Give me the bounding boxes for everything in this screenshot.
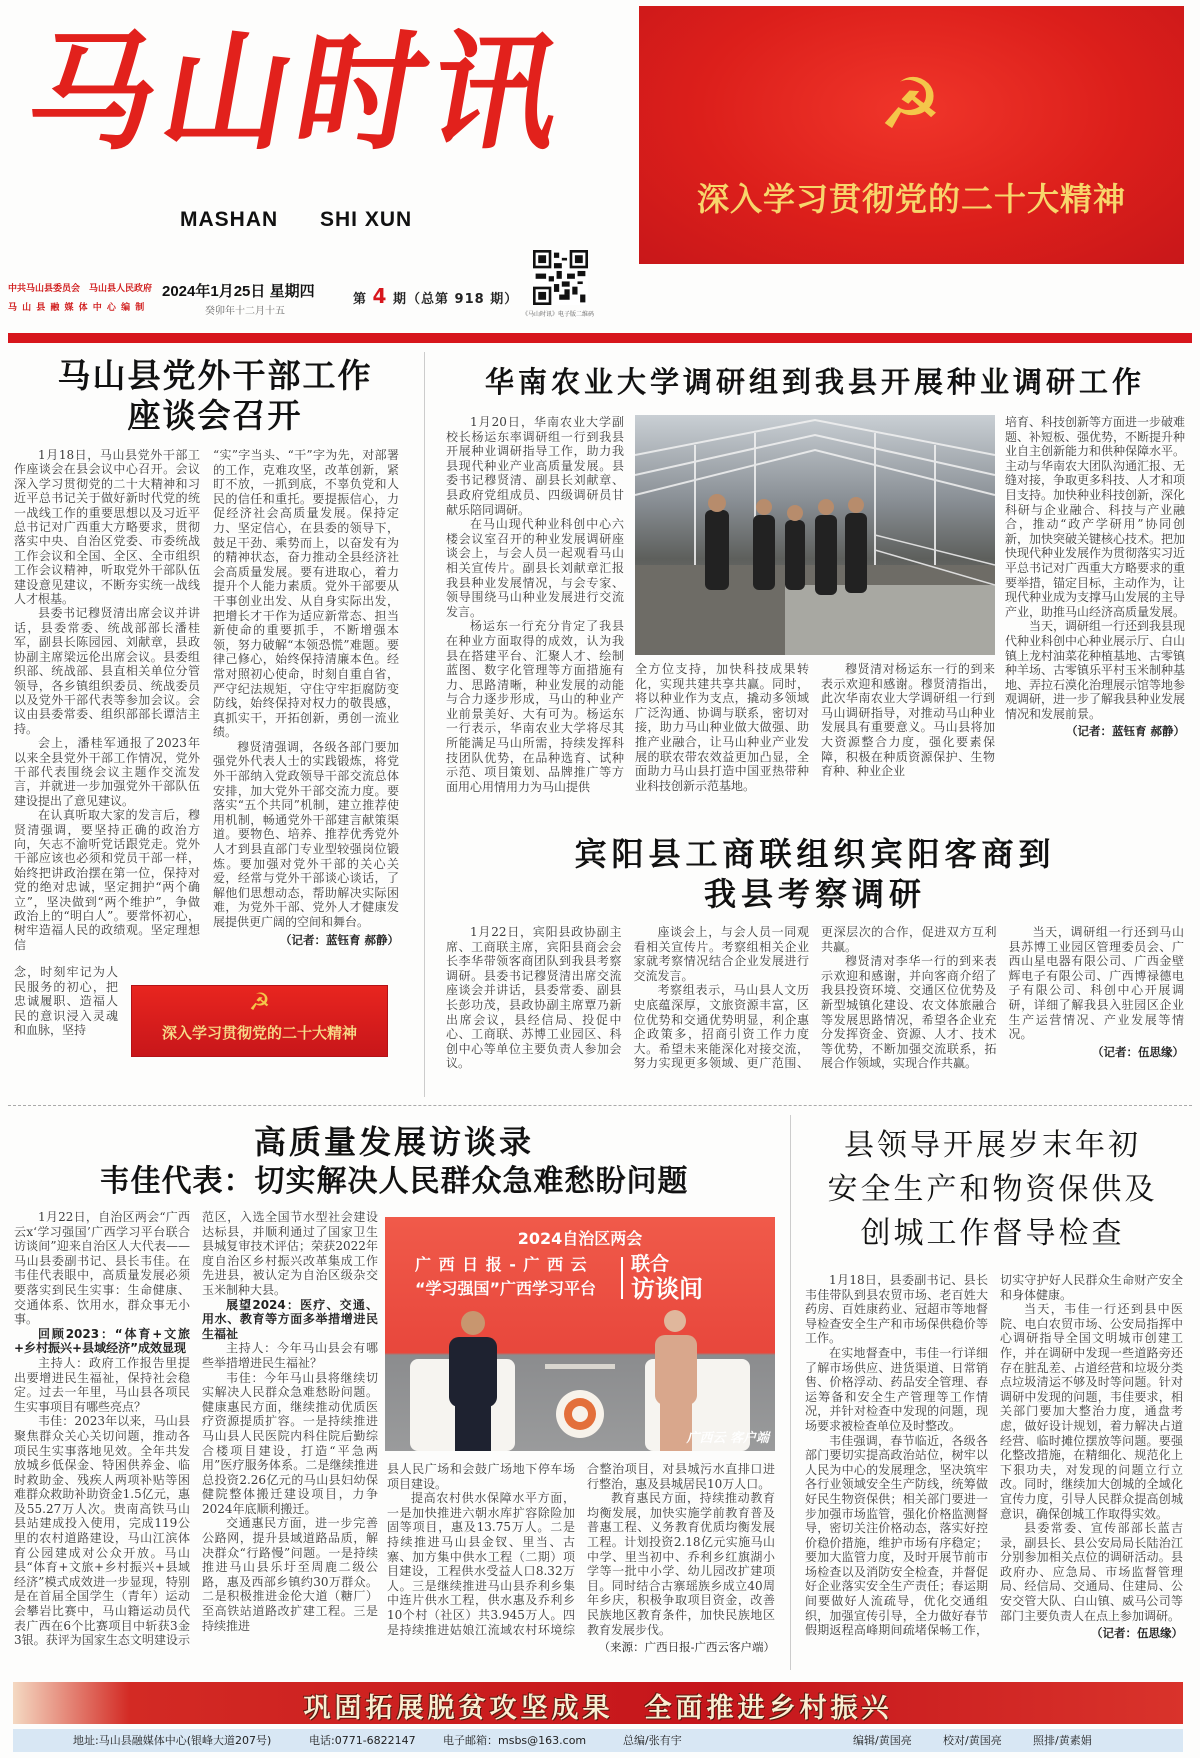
subheading: 展望2024：医疗、交通、用水、教育等方面多举措增进民生福祉: [202, 1297, 378, 1341]
paragraph: 县委书记穆贤清出席会议并讲话，县委常委、统战部部长潘桂军，副县长陈园园、刘献章，县政协副主席梁远伦出席会议。县委组织部、统战部、县直相关单位分管领导，各乡镇组织委员、统战委员以及党外干部代表等参加会议。会议由县委常委、组织部部长谭洁主持。: [14, 606, 200, 736]
footer-proofreader: 校对/黄国亮: [943, 1734, 1002, 1747]
footer-address: 地址:马山县融媒体中心(银峰大道207号): [73, 1734, 272, 1747]
paragraph: 韦佳：今年马山县将继续切实解决人民群众急难愁盼问题。健康惠民方面，继续推动优质医疗资源提质扩容。一是持续推进马山县人民医院内科住院后勤综合楼项目建设，打造“平急两用”医疗服务体系。二是继续推进总投资2.26亿元的马山县妇幼保健院整体搬迁建设项目，力争2024年底顺利搬迁。: [202, 1370, 378, 1516]
qr-caption: 《马山时讯》电子版二维码: [522, 311, 595, 318]
article-4-title: 韦佳代表：切实解决人民群众急难愁盼问题: [99, 1164, 689, 1199]
paragraph: 提高农村供水保障水平方面，一是加快推进六朝水库扩容除险加固等项目，惠及13.75万人。二是持续推进马山县金钗、里当、古寨、加方集中供水工程（二期）项目建设，工程供水受益人口8.32万人。三是继续推进马山县乔利乡集中连片供水工程，供水惠及乔利乡10个村（社区）共3.945万人。四是持续推进姑娘江流域农村环境综合整治项目，对县城污水直排口进行整治，惠及县城居民10万人口。: [387, 1462, 775, 1637]
party-banner: [639, 6, 1184, 264]
paragraph: 在实地督查中，韦佳一行详细了解市场供应、进货渠道、日常销售、价格浮动、药品安全管理、春运筹备和安全生产管理等工作情况，并针对检查中发现的问题，现场要求被检查单位及时整改。: [805, 1345, 988, 1433]
footer-chief-editor: 总编/张有宇: [623, 1734, 682, 1747]
footer-editor: 编辑/黄国亮: [853, 1734, 912, 1747]
paragraph: 穆贤清对杨运东一行的到来表示欢迎和感谢。穆贤清指出，此次华南农业大学调研组一行到马山调研指导，对推动马山种业发展具有重要意义。马山县将加大资源整合力度，强化要素保障，积极在种质资源保护、生物育种、种业企业: [821, 662, 995, 779]
masthead-pinyin-2: SHI XUN: [320, 208, 413, 231]
article-2-under-photo-columns: [635, 662, 995, 793]
footer-email[interactable]: 电子邮箱：msbs@163.com: [443, 1734, 587, 1747]
paragraph: 培育、科技创新等方面进一步破难题、补短板、强优势，不断提升种业自主创新能力和供种保障水平。主动与华南农大团队沟通汇报、无缝对接，争取更多科技、人才和项目支持。加快种业科技创新，深化科研与企业融合、科技与产业融合，推动“政产学研用”协同创新，加快突破关键核心技术。把加快现代种业发展作为贯彻落实习近平总书记对广西重大方略要求的重要举措，锚定目标，主动作为，让现代种业成为支撑马山发展的主导产业，助推马山经济高质量发展。: [1005, 415, 1186, 619]
photo-line-1: 广 西 日 报 - 广 西 云: [415, 1255, 588, 1274]
paragraph: 县委常委、宣传部部长蓝吉录，副县长、县公安局局长陆治江分别参加相关点位的调研活动。县政府办、应急局、市场监督管理局、经信局、交通局、住建局、公安交管大队、白山镇、威马公司等部门主要负责人在点上参加调研。: [1000, 1521, 1183, 1623]
column-divider: [790, 1115, 791, 1670]
article-3-body: [446, 925, 1184, 1071]
paragraph: 穆贤清强调，各级各部门要加强党外代表人士的实践锻炼，将党外干部纳入党政领导干部交流总体安排，加大党外干部交流力度。要落实“五个共同”机制，建立推荐使用机制，畅通党外干部建言献策渠道。要物色、培养、推荐优秀党外人才到县直部门专业型较强岗位锻炼。要加强对党外干部的关心关爱，经常与党外干部谈心谈话，了解他们思想动态，帮助解决实际困难，为党外干部、党外人才健康发展提供更广阔的空间和舞台。: [213, 739, 399, 929]
issue-num: 4: [372, 284, 388, 308]
paragraph: 1月20日，华南农业大学副校长杨运东率调研组一行到我县开展种业调研指导工作，助力我县现代种业产业高质量发展。县委书记穆贤清、副县长刘献章、县政府党组成员、四级调研员甘献乐陪同调研。: [446, 415, 624, 517]
issue-prefix: 第: [353, 292, 368, 307]
paragraph: 当天，韦佳一行还到县中医院、电白农贸市场、公安局指挥中心调研指导全国文明城市创建工作，并在调研中发现一些道路旁还存在脏乱差、占道经营和垃圾分类点垃圾清运不够及时等问题。针对调研中发现的问题，韦佳要求，相关部门要加大整治力度，通盘考虑，做好设计规划，着力解决占道经营、临时摊位摆放等问题。要强化整改措施，在精细化、规范化上下狠功夫，对发现的问题立行立改。同时，继续加大创城的全域化宣传力度，引导人民群众提高创城意识，确保创城工作取得实效。: [1000, 1302, 1183, 1521]
photo-right-1: 联合: [631, 1253, 670, 1275]
hammer-sickle-icon: ☭: [879, 63, 942, 145]
photo-separator: [621, 1257, 623, 1299]
article-2-photo: [635, 415, 995, 655]
article-2-right-column: [1005, 415, 1185, 739]
article-2-byline: （记者：蓝钰育 郝静）: [1065, 724, 1185, 739]
article-5-byline: （记者：伍思缘）: [1091, 1626, 1183, 1641]
rural-revitalization-banner: [13, 1682, 1183, 1724]
paragraph: 在马山现代种业科创中心六楼会议室召开的种业发展调研座谈会上，与会人员一起观看马山相关宣传片。副县长刘献章汇报我县种业发展情况，与会专家、领导围绕马山种业发展进行交流发言。: [446, 517, 624, 619]
article-4-kicker: 高质量发展访谈录: [253, 1123, 534, 1161]
paragraph: 会上，潘桂军通报了2023年以来全县党外干部工作情况，党外干部代表围绕会议主题作交流发言，并就进一步加强党外干部队伍建设提出了意见建议。: [14, 736, 200, 808]
paragraph: 1月22日，自治区两会“广西云x‘学习强国’广西学习平台联合访谈间”迎来自治区人大代表——马山县委副书记、县长韦佳。在韦佳代表眼中，高质量发展必须要落实到民生实事：生命健康、交通体系、饮用水，群众事无小事。: [14, 1210, 190, 1327]
article-5-title-line-3: 创城工作督导检查: [860, 1216, 1125, 1251]
column-divider: [424, 352, 425, 1097]
article-5-body: [805, 1273, 1183, 1641]
paragraph: 念，时刻牢记为人民服务的初心，把忠诚履职、造福人民的意识浸入灵魂和血脉，坚持: [14, 965, 118, 1038]
issue-suffix: 期（总第 918 期）: [393, 292, 519, 307]
paragraph: 座谈会上，与会人员一同观看相关宣传片。考察组相关企业家就考察情况结合企业发展进行交流发言。: [633, 925, 809, 983]
paragraph: 考察组表示，马山县人文历史底蕴深厚，文旅资源丰富，区位优势和交通优势明显，利企惠企政策多，招商引资工作力度大。希望未来能深化对接交流，努力实现更多领域、更广范围、更深层次的合作，促进双方互利共赢。: [633, 925, 997, 1071]
paragraph: 韦佳强调，春节临近，各级各部门要切实提高政治站位，树牢以人民为中心的发展理念，坚决筑牢各行业领域安全生产防线，统筹做好民生物资保供；相关部门要进一步加强市场监管，强化价格监测督导，密切关注价格动态，落实好控价稳价措施，维护市场有序稳定；要加大监管力度，及时开展节前市场检查以及消防安全检查，并督促好企业落实安全生产责任；春运期间要做好人流疏导，优化交通组织，加强宣传引导，全力做好春节假期返程高峰期间疏堵保畅工作，切实守护好人民群众生命财产安全和身体健康。: [805, 1273, 1183, 1638]
issue-date: 2024年1月25日 星期四: [162, 283, 315, 300]
paragraph: 当天，调研组一行还到我县现代种业科创中心种业展示厅、白山镇上龙村油菜花种植基地、古零镇种羊场、古零镇乐平村玉米制种基地、弄拉石漠化治理展示馆等地参观调研，进一步了解我县种业发展情况和发展前景。: [1005, 619, 1186, 721]
hammer-sickle-icon: ☭: [248, 988, 271, 1016]
paragraph: 教育惠民方面，持续推动教育均衡发展，加快实施学前教育普及普惠工程、义务教育优质均衡发展工程。计划投资2.18亿元实施马山中学、里当初中、乔利乡红旗湖小学等一批中小学、幼儿园改扩建项目。同时结合古寨瑶族乡成立40周年乡庆，积极争取项目资金，改善民族地区教育条件，加快民族地区教育发展步伐。: [587, 1491, 775, 1637]
article-3-title-line-2: 我县考察调研: [703, 875, 926, 913]
paragraph: 交通惠民方面，进一步完善公路网，提升县域道路品质，解决群众“行路慢”问题。一是持续推进马山县乐圩至周鹿二级公路，惠及西部乡镇约30万群众。二是积极推进金伦大道（糖厂）至高铁站道路改扩建工程。三是持续推进: [202, 1516, 378, 1633]
photo-line-2: “学习强国”广西学习平台: [415, 1279, 597, 1298]
paragraph: 1月18日，马山县党外干部工作座谈会在县会议中心召开。会议深入学习贯彻党的二十大精神和习近平总书记关于做好新时代党的统一战线工作的重要思想以及习近平总书记对广西重大方略要求，贯彻落实中央、自治区党委、市委统战工作会议和全国、全区、全市组织工作会议精神，听取党外干部队伍建设意见建议，不断夯实统一战线人才根基。: [14, 448, 200, 607]
article-4-interview-photo: [385, 1217, 775, 1451]
article-1-title: [20, 356, 410, 436]
qr-code-icon[interactable]: [533, 250, 588, 305]
publisher-line: 中共马山县委员会 马山县人民政府: [8, 284, 153, 294]
paragraph: 在认真听取大家的发言后，穆贤清强调，要坚持正确的政治方向，矢志不渝听党话跟党走。党外干部应该也必须和党员干部一样，始终把讲政治摆在第一位，保持对党的绝对忠诚，坚定拥护“两个确立”，坚决做到“两个维护”，争做政治上的“明白人”。要常怀初心，树牢造福人民的政绩观。坚定理想信: [14, 808, 200, 952]
section-divider: [8, 1105, 1192, 1106]
editor-org-line: 马 山 县 融 媒 体 中 心 编 制: [8, 303, 146, 313]
article-4-source: （来源：广西日报-广西云客户端）: [598, 1640, 775, 1655]
paragraph: 全方位支持，加快科技成果转化，实现共建共享共赢。同时，将以种业作为支点，撬动多领域广泛沟通、协调与联系，密切对接，助力马山种业做大做强、助推产业融合，让马山种业产业发展的联农带农效益更加凸显，全面助力马山县打造中国亚热带种业科技创新示范基地。: [635, 662, 809, 793]
article-5-title: [800, 1124, 1185, 1256]
party-spirit-banner: [131, 985, 388, 1057]
article-5-title-line-1: 县领导开展岁末年初: [844, 1128, 1141, 1163]
paragraph: 1月22日，宾阳县政协副主席、工商联主席，宾阳县商会会长李华带领客商团队到我县考察调研。县委书记穆贤清出席交流座谈会并讲话，县委常委、副县长彭功茂，县政协副主席覃乃新出席会议，县经信局、投促中心、工商联、苏博工业园区、科创中心等单位主要负责人参加会议。: [446, 925, 622, 1071]
footer-phone: 电话:0771-6822147: [309, 1734, 416, 1747]
paragraph: 杨运东一行充分肯定了我县在种业方面取得的成效，认为我县在搭建平台、汇聚人才、绘制蓝图、数字化管理等方面措施有力、思路清晰，种业发展的动能与合力逐步形成，马山的种业产业前景美好、大有可为。杨运东一行表示，华南农业大学将尽其所能满足马山所需，持续发挥科技团队优势，在品种选育、试种示范、项目策划、品牌推广等方面用心用情用力为马山提供: [446, 619, 624, 794]
photo-right-2: 访谈间: [631, 1275, 703, 1303]
greenhouse-visit-photo: [635, 415, 995, 655]
paragraph: 1月18日，县委副书记、县长韦佳带队到县农贸市场、老百姓大药房、百姓康药业、冠超市等地督导检查安全生产和市场保供稳价等工作。: [805, 1273, 988, 1346]
article-3-byline: （记者：伍思缘）: [1092, 1044, 1184, 1059]
article-4-left-columns: [14, 1210, 378, 1648]
article-1-byline: （记者：蓝钰育 郝静）: [279, 932, 399, 947]
article-3-title-line-1: 宾阳县工商联组织宾阳客商到: [574, 835, 1056, 873]
paragraph: “实”字当头、“干”字为先，对部署的工作，克难攻坚，改革创新，紧盯不放，一抓到底，不辜负党和人民的信任和重托。要提振信心，力促经济社会高质量发展。保持定力、坚定信心，在县委的领导下，鼓足干劲、乘势而上，以奋发有为的精神状态，奋力推动全县经济社会高质量发展。要有进取心，着力提升个人能力素质。党外干部要从干事创业出发、从自身实际出发，把增长才干作为适应新常态、担当新使命的重要抓手，不断增强本领，努力破解“本领恐慌”难题。要律己修心，始终保持清廉本色。经常对照初心使命，时刻自重自省，严守纪法规矩，守住守牢拒腐防变防线，始终保持对权力的敬畏感，真抓实干，开拓创新，勇创一流业绩。: [213, 448, 399, 740]
article-1-column-1: [14, 448, 200, 952]
article-2-title: 华南农业大学调研组到我县开展种业调研工作: [484, 365, 1145, 399]
interview-scene: [385, 1309, 775, 1451]
article-1-narrow-column: [14, 965, 118, 1038]
issue-number: [353, 284, 518, 308]
small-banner-slogan: 深入学习贯彻党的二十大精神: [161, 1024, 357, 1042]
article-4-under-photo-columns: [387, 1462, 775, 1655]
paragraph: 主持人：今年马山县会有哪些举措增进民生福祉？: [202, 1341, 378, 1370]
bottom-banner-slogan: 巩固拓展脱贫攻坚成果 全面推进乡村振兴: [303, 1693, 893, 1724]
article-1-title-line-1: 马山县党外干部工作: [57, 356, 373, 395]
header-rule: [8, 333, 1192, 343]
lunar-date: 癸卯年十二月十五: [205, 306, 285, 317]
footer-typesetter: 照排/黄素娟: [1033, 1734, 1092, 1747]
subheading: 回顾2023：“体育+文旅+乡村振兴+县域经济”成效显现: [14, 1326, 190, 1356]
paragraph: 当天，调研组一行还到马山县苏博工业园区管理委员会、广西山星电器有限公司、广西金壁辉电子有限公司、广西博禄德电子有限公司、科创中心开展调研，详细了解我县入驻园区企业生产运营情况、产业发展等情况。: [1008, 925, 1184, 1042]
footer-bar: [13, 1729, 1183, 1752]
photo-event-title: 2024自治区两会: [517, 1229, 643, 1248]
article-2-column-1: [446, 415, 624, 794]
paragraph: 韦佳：2023年以来，马山县聚焦群众关心关切问题，推动各项民生实事落地见效。全年共发放城乡低保金、特困供养金、临时救助金、残疾人两项补贴等困难群众救助补助资金1.5亿元，惠及55.27万人次。贵南高铁马山县站建成投入使用，完成119公里的农村道路建设，马山江滨体育公园建成对公众开放。马山县“体育+文旅+乡村振兴+县域经济”模式成效进一步显现，特别是在首届全国学生（青年）运动会攀岩比赛中，马山籍运动员代表广西在6个比赛项目中斩获3金3银。获评为国家生态文明建设示范区，入选全国节水型社会建设达标县，并顺利通过了国家卫生县城复审技术评估；荣获2022年度自治区乡村振兴改革集成工作先进县，被认定为自治区级杂交玉米制种大县。: [14, 1210, 378, 1648]
banner-slogan: 深入学习贯彻党的二十大精神: [696, 180, 1126, 218]
masthead-logo: 马山时讯: [16, 18, 580, 168]
masthead-pinyin-1: MASHAN: [180, 208, 279, 231]
article-1-title-line-2: 座谈会召开: [127, 396, 303, 435]
paragraph: 主持人：政府工作报告里提出要增进民生福祉，保持社会稳定。过去一年里，马山县各项民生实事项目有哪些亮点？: [14, 1355, 190, 1414]
article-3-title: [440, 834, 1190, 914]
paragraph: 县人民广场和会鼓广场地下停车场项目建设。: [387, 1462, 575, 1491]
guangxi-cloud-logo: 广西云 客户端: [686, 1431, 769, 1446]
article-1-column-2: [213, 448, 399, 948]
paragraph: 穆贤清对李华一行的到来表示欢迎和感谢，并向客商介绍了我县投资环境、交通区位优势及新型城镇化建设、农文体旅融合等发展思路情况，希望各企业充分发挥资金、资源、人才、技术等优势，不断加强交流联系，拓展合作领域，实现合作共赢。: [821, 954, 997, 1071]
article-5-title-line-2: 安全生产和物资保供及: [827, 1172, 1158, 1207]
